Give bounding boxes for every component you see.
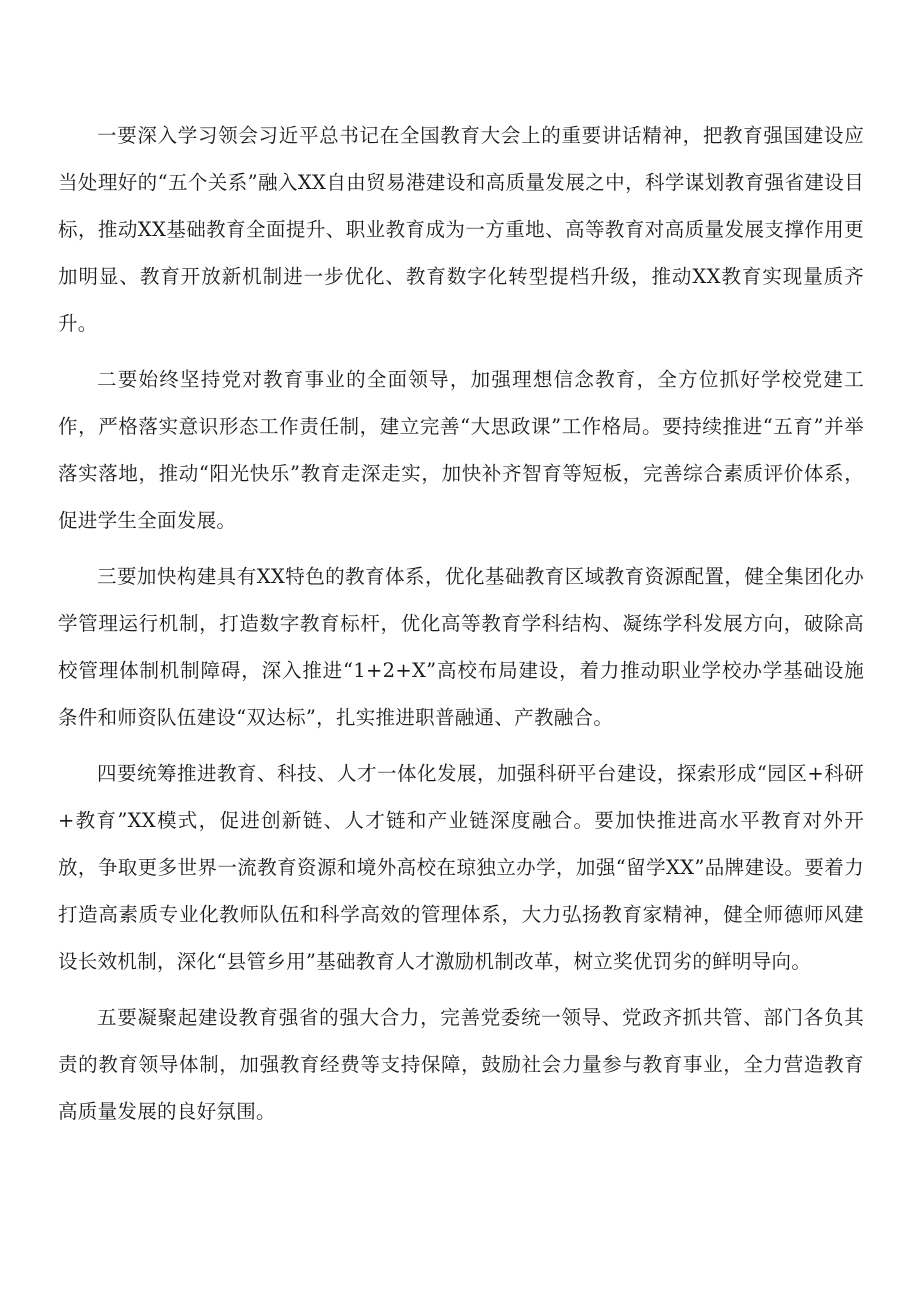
paragraph-4: 四要统筹推进教育、科技、人才一体化发展，加强科研平台建设，探索形成“园区+科研+教育”XX模式，促进创新链、人才链和产业链深度融合。要加快推进高水平教育对外开放，争取更多世界一流教育资源和境外高校在琼独立办学，加强“留学XX”品牌建设。要着力打造高素质专业化教师队伍和科学高效的管理体系，大力弘扬教育家精神，健全师德师风建设长效机制，深化“县管乡用”基础教育人才激励机制改革，树立奖优罚劣的鲜明导向。 [58, 762, 864, 973]
document-body [58, 112, 864, 1144]
paragraph-2: 二要始终坚持党对教育事业的全面领导，加强理想信念教育，全方位抓好学校党建工作，严格落实意识形态工作责任制，建立完善“大思政课”工作格局。要持续推进“五育”并举落实落地，推动“阳光快乐”教育走深走实，加快补齐智育等短板，完善综合素质评价体系，促进学生全面发展。 [58, 368, 864, 532]
paragraph-1: 一要深入学习领会习近平总书记在全国教育大会上的重要讲话精神，把教育强国建设应当处理好的“五个关系”融入XX自由贸易港建设和高质量发展之中，科学谋划教育强省建设目标，推动XX基础教育全面提升、职业教育成为一方重地、高等教育对高质量发展支撑作用更加明显、教育开放新机制进一步优化、教育数字化转型提档升级，推动XX教育实现量质齐升。 [58, 124, 864, 335]
paragraph-5: 五要凝聚起建设教育强省的强大合力，完善党委统一领导、党政齐抓共管、部门各负其责的教育领导体制，加强教育经费等支持保障，鼓励社会力量参与教育事业，全力营造教育高质量发展的良好氛围。 [58, 1006, 864, 1123]
paragraph-3: 三要加快构建具有XX特色的教育体系，优化基础教育区域教育资源配置，健全集团化办学管理运行机制，打造数字教育标杆，优化高等教育学科结构、凝练学科发展方向，破除高校管理体制机制障碍，深入推进“1+2+X”高校布局建设，着力推动职业学校办学基础设施条件和师资队伍建设“双达标”，扎实推进职普融通、产教融合。 [58, 565, 864, 729]
